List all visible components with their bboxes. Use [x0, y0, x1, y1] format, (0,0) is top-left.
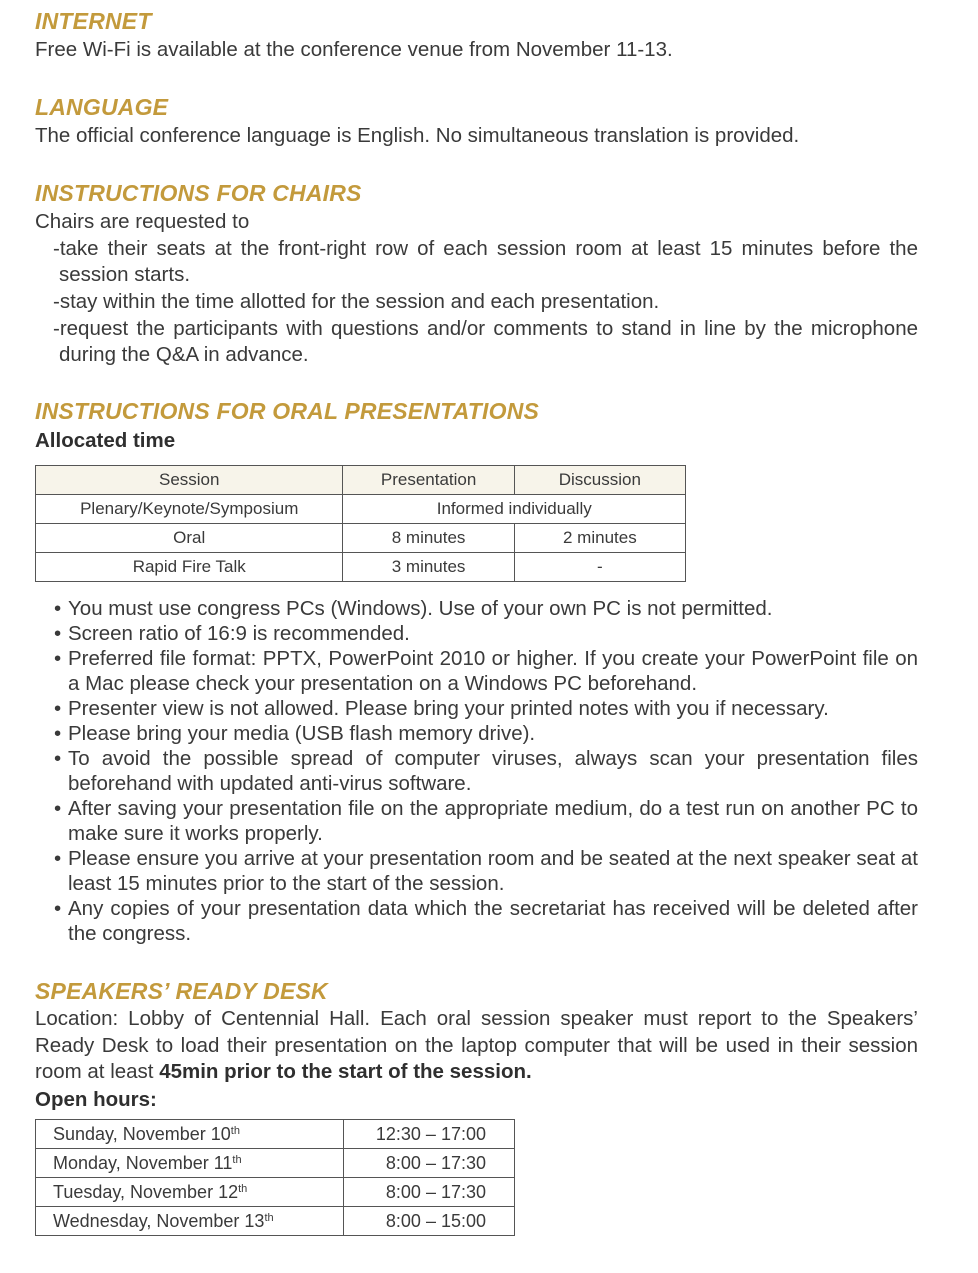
table-row: [36, 1207, 515, 1236]
oral-heading: INSTRUCTIONS FOR ORAL PRESENTATIONS: [35, 398, 540, 424]
chairs-intro: Chairs are requested to: [35, 210, 250, 233]
list-item: [35, 621, 918, 646]
table-header-row: [36, 466, 686, 495]
language-heading: LANGUAGE: [35, 94, 169, 120]
list-item-text: To avoid the possible spread of computer viruses, always scan your presentation files beforehand with updated anti-virus software.: [68, 747, 918, 795]
hours-day-suffix: th: [264, 1211, 274, 1224]
desk-text-emphasis: 45min prior to the start of the session.: [159, 1060, 532, 1083]
hours-day-text: Monday, November 11: [53, 1152, 233, 1173]
table-header-cell: Discussion: [514, 466, 685, 495]
chairs-item-line: -stay within the time allotted for the session and each presentation.: [53, 290, 660, 313]
table-header-cell: Session: [36, 466, 343, 495]
hours-time: 8:00 – 15:00: [344, 1207, 515, 1236]
allocated-time-label: Allocated time: [35, 429, 176, 452]
hours-day: [36, 1178, 344, 1207]
table-cell: Informed individually: [343, 495, 686, 524]
list-item-text: Any copies of your presentation data which the secretariat has received will be deleted after the congress.: [68, 897, 918, 945]
table-cell: 3 minutes: [343, 553, 514, 582]
hours-day: [36, 1149, 344, 1178]
language-text: The official conference language is English. No simultaneous translation is provided.: [35, 124, 800, 147]
open-hours-label: Open hours:: [35, 1088, 157, 1111]
bullet-icon: •: [54, 797, 62, 820]
hours-day-text: Wednesday, November 13: [53, 1210, 265, 1231]
table-header-cell: Presentation: [343, 466, 514, 495]
list-item-text: Please ensure you arrive at your presentation room and be seated at the next speaker seat at least 15 minutes prior to the start of the session.: [68, 847, 918, 895]
table-cell: 8 minutes: [343, 524, 514, 553]
hours-day-suffix: th: [230, 1124, 240, 1137]
list-item-text: Screen ratio of 16:9 is recommended.: [68, 622, 410, 645]
hours-day-text: Tuesday, November 12: [53, 1181, 239, 1202]
table-row: [36, 524, 686, 553]
table-row: [36, 1149, 515, 1178]
table-cell: Plenary/Keynote/Symposium: [36, 495, 343, 524]
chairs-item-line: -take their seats at the front-right row of each session room at least 15 minutes before the: [53, 237, 918, 260]
list-item: [35, 896, 918, 946]
table-cell: 2 minutes: [514, 524, 685, 553]
table-cell: Rapid Fire Talk: [36, 553, 343, 582]
hours-day-suffix: th: [238, 1182, 248, 1195]
chairs-item-line: -request the participants with questions and/or comments to stand in line by the microphone: [53, 317, 918, 340]
chairs-section: [35, 208, 918, 368]
bullet-icon: •: [54, 722, 62, 745]
chairs-item-line: session starts.: [59, 263, 191, 286]
allocated-time-table: [35, 465, 686, 582]
hours-time: 8:00 – 17:30: [344, 1178, 515, 1207]
table-cell: -: [514, 553, 685, 582]
oral-bullet-list: [35, 596, 918, 946]
table-row: [36, 1120, 515, 1149]
list-item-text: After saving your presentation file on the appropriate medium, do a test run on another PC to make sure it works properly.: [68, 797, 918, 845]
bullet-icon: •: [54, 847, 62, 870]
hours-day: [36, 1207, 344, 1236]
bullet-icon: •: [54, 647, 62, 670]
list-item-text: Presenter view is not allowed. Please bring your printed notes with you if necessary.: [68, 697, 829, 720]
bullet-icon: •: [54, 622, 62, 645]
list-item-text: You must use congress PCs (Windows). Use of your own PC is not permitted.: [68, 597, 773, 620]
list-item: [35, 846, 918, 896]
bullet-icon: •: [54, 597, 62, 620]
internet-text: Free Wi-Fi is available at the conference venue from November 11-13.: [35, 38, 673, 61]
table-row: [36, 1178, 515, 1207]
hours-day-suffix: th: [232, 1153, 242, 1166]
hours-time: 12:30 – 17:00: [344, 1120, 515, 1149]
list-item: [35, 646, 918, 696]
bullet-icon: •: [54, 897, 62, 920]
open-hours-table: [35, 1119, 515, 1236]
desk-heading: SPEAKERS’ READY DESK: [35, 978, 328, 1004]
chairs-item: [35, 235, 918, 288]
chairs-heading: INSTRUCTIONS FOR CHAIRS: [35, 180, 362, 206]
desk-text: [35, 1006, 918, 1086]
list-item: [35, 746, 918, 796]
hours-day: [36, 1120, 344, 1149]
list-item: [35, 596, 918, 621]
list-item-text: Please bring your media (USB flash memory drive).: [68, 722, 536, 745]
table-row: [36, 495, 686, 524]
list-item: [35, 696, 918, 721]
desk-text-body: Location: Lobby of Centennial Hall. Each oral session speaker must report to the Speakers’ Ready Desk to load their presentation on the laptop computer that will be used in their session room at least: [35, 1007, 918, 1083]
list-item: [35, 796, 918, 846]
hours-time: 8:00 – 17:30: [344, 1149, 515, 1178]
list-item-text: Preferred file format: PPTX, PowerPoint 2010 or higher. If you create your PowerPoint file on a Mac please check your presentation on a Windows PC beforehand.: [68, 647, 918, 695]
chairs-item: [35, 288, 918, 315]
chairs-item: [35, 315, 918, 368]
list-item: [35, 721, 918, 746]
chairs-item-line: during the Q&A in advance.: [59, 343, 309, 366]
bullet-icon: •: [54, 747, 62, 770]
internet-heading: INTERNET: [35, 8, 152, 34]
hours-day-text: Sunday, November 10: [53, 1123, 231, 1144]
table-cell: Oral: [36, 524, 343, 553]
table-row: [36, 553, 686, 582]
bullet-icon: •: [54, 697, 62, 720]
